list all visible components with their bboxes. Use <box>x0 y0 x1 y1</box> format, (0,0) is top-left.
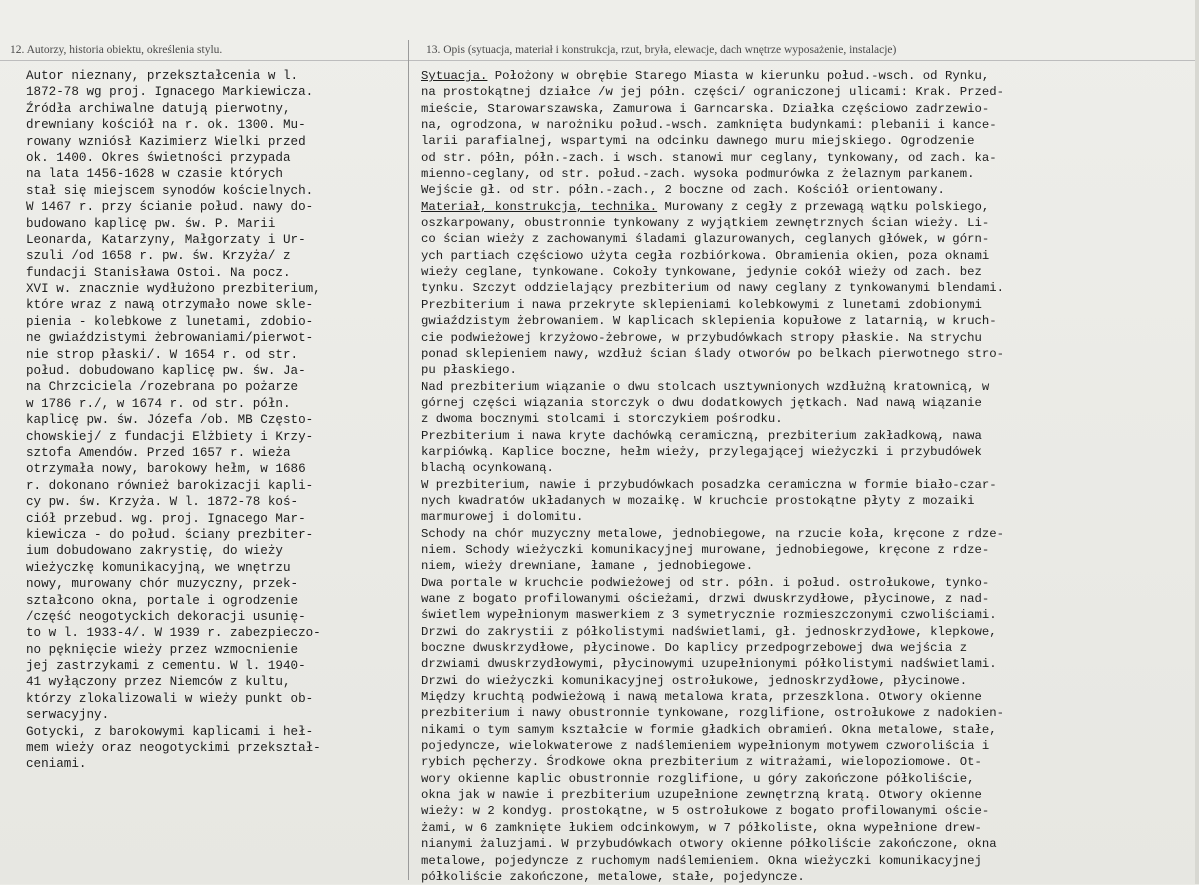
text-line: na Chrzciciela /rozebrana po pożarze <box>26 380 299 395</box>
text-line <box>421 133 1197 149</box>
text-line <box>421 689 1197 705</box>
line-text: Drzwi do zakrystii z półkolistymi nadświetlami, gł. jednoskrzydłowe, klepkowe, <box>421 624 997 639</box>
text-line: kaplicę pw. św. Józefa /ob. MB Często- <box>26 413 314 428</box>
line-text: co ścian wieży z zachowanymi śladami glazurowanych, ceglanych główek, w górn- <box>421 232 990 247</box>
text-line <box>421 558 1197 574</box>
line-text: górnej części wiązania storczyk o dwu dodatkowych jętkach. Nad nawą wiązanie <box>421 395 982 410</box>
line-text: żami, w 6 zamknięte łukiem odcinkowym, w 7 półkoliste, okna wypełnione drew- <box>421 820 982 835</box>
text-line: ium dobudowano zakrystię, do wieży <box>26 544 283 559</box>
text-line: 41 wyłączony przez Niemców z kultu, <box>26 675 291 690</box>
text-line: r. dokonano również barokizacji kapli- <box>26 478 314 493</box>
text-line <box>421 705 1197 721</box>
line-text: Wejście gł. od str. półn.-zach., 2 boczne od zach. Kościół orientowany. <box>421 183 945 198</box>
text-line: otrzymała nowy, barokowy hełm, w 1686 <box>26 462 306 477</box>
line-text: wieży ceglane, tynkowane. Cokoły tynkowane, jedynie cokół wieży od zach. bez <box>421 265 982 280</box>
text-line <box>421 411 1197 427</box>
text-line <box>421 313 1197 329</box>
text-line: pienia - kolebkowe z lunetami, zdobio- <box>26 314 314 329</box>
text-line: nie strop płaski/. W 1654 r. od str. <box>26 347 299 362</box>
text-line <box>421 460 1197 476</box>
text-line <box>421 624 1197 640</box>
text-line <box>421 673 1197 689</box>
section-heading: Materiał, konstrukcja, technika. <box>421 199 658 214</box>
line-text: wory okienne kaplic obustronnie rozglifione, u góry zakończone półkoliście, <box>421 771 975 786</box>
description-column <box>421 68 1197 885</box>
text-line: mem wieży oraz neogotyckimi przekształ- <box>26 741 321 756</box>
text-line: serwacyjny. <box>26 708 110 723</box>
text-line: sztofa Amendów. Przed 1657 r. wieża <box>26 445 291 460</box>
text-line <box>421 362 1197 378</box>
section-12-header: 12. Autorzy, historia obiektu, określenia stylu. <box>10 44 223 56</box>
line-text: niem, wieży drewniane, łamane , jednobiegowe. <box>421 559 754 574</box>
text-line: budowano kaplicę pw. św. P. Marii <box>26 216 276 231</box>
text-line: szuli /od 1658 r. pw. św. Krzyża/ z <box>26 249 291 264</box>
text-line: ceniami. <box>26 757 87 772</box>
text-line <box>421 330 1197 346</box>
text-line <box>421 215 1197 231</box>
page-edge <box>1195 0 1199 884</box>
line-text: rybich pęcherzy. Środkowe okna prezbiterium z witrażami, wielopoziomowe. Ot- <box>421 755 982 770</box>
line-text: nianymi żaluzjami. W przybudówkach otwory okienne półkoliście zakończone, okna <box>421 837 997 852</box>
text-line <box>421 182 1197 198</box>
text-line: W 1467 r. przy ścianie połud. nawy do- <box>26 200 314 215</box>
line-text: na, ogrodzona, w narożniku połud.-wsch. zamknięta budynkami: plebanii i kance- <box>421 118 997 133</box>
text-line: stał się miejscem synodów kościelnych. <box>26 183 314 198</box>
line-text: Położony w obrębie Starego Miasta w kierunku połud.-wsch. od Rynku, <box>487 69 990 83</box>
line-text: Murowany z cegły z przewagą wątku polskiego, <box>657 199 990 214</box>
text-line <box>421 231 1197 247</box>
line-text: larii parafialnej, wspartymi na odcinku dawnego muru miejskiego. Ogrodzenie <box>421 134 975 149</box>
text-line <box>421 264 1197 280</box>
line-text: nych kwadratów układanych w mozaikę. W kruchcie prostokątne płyty z mozaiki <box>421 493 975 508</box>
text-line: no pęknięcie wieży przez wzmocnienie <box>26 642 299 657</box>
text-line <box>421 803 1197 819</box>
text-line: /część neogotyckich dekoracji usunię- <box>26 609 306 624</box>
line-text: ponad sklepieniem nawy, wzdłuż ścian ślady otworów po belkach pierwotnego stro- <box>421 346 1004 361</box>
text-line <box>421 477 1197 493</box>
line-text: Prezbiterium i nawa kryte dachówką ceramiczną, prezbiterium zakładkową, nawa <box>421 428 982 443</box>
line-text: Dwa portale w kruchcie podwieżowej od str. półn. i połud. ostrołukowe, tynko- <box>421 575 990 590</box>
section-heading: Sytuacja. <box>421 69 488 83</box>
line-text: drzwiami dwuskrzydłowymi, płycinowymi uzupełnionymi półkolistymi nadświetlami. <box>421 657 997 672</box>
line-text: od str. półn, półn.-zach. i wsch. stanowi mur ceglany, tynkowany, od zach. ka- <box>421 150 997 165</box>
text-line: które wraz z nawą otrzymało nowe skle- <box>26 298 314 313</box>
text-line <box>421 607 1197 623</box>
line-text: Między kruchtą podwieżową i nawą metalowa krata, przeszklona. Otwory okienne <box>421 690 982 705</box>
text-line <box>421 444 1197 460</box>
line-text: boczne dwuskrzydłowe, płycinowe. Do kaplicy przedpogrzebowej dwa wejścia z <box>421 641 968 656</box>
line-text: tynku. Szczyt oddzielający prezbiterium od nawy ceglany z tynkowanymi blendami. <box>421 281 1004 296</box>
line-text: marmurowej i dolomitu. <box>421 510 584 525</box>
text-line <box>421 428 1197 444</box>
text-line <box>421 836 1197 852</box>
text-line: kiewicza - do połud. ściany prezbiter- <box>26 527 314 542</box>
text-line: ok. 1400. Okres świetności przypada <box>26 150 291 165</box>
text-line <box>421 379 1197 395</box>
text-line <box>421 117 1197 133</box>
authors-history-column <box>26 68 406 773</box>
line-text: karpiówką. Kaplice boczne, hełm wieży, przylegającej wieżyczki i przybudówek <box>421 444 982 459</box>
line-text: mieście, Starowarszawska, Zamurowa i Garncarska. Działka częściowo zadrzewio- <box>421 101 990 116</box>
text-line <box>421 656 1197 672</box>
section-13-header: 13. Opis (sytuacja, materiał i konstrukcja, rzut, bryła, elewacje, dach wnętrze wyposażenie, instalacje) <box>426 44 897 56</box>
text-line: wieżyczkę komunikacyjną, we wnętrzu <box>26 560 291 575</box>
text-line: ne gwiaździstymi żebrowaniami/pierwot- <box>26 331 314 346</box>
column-divider <box>408 40 409 880</box>
line-text: wieży: w 2 kondyg. prostokątne, w 5 ostrołukowe z bogato profilowanymi oście- <box>421 804 990 819</box>
line-text: wane z bogato profilowanymi ościeżami, drzwi dwuskrzydłowe, płycinowe, z nad- <box>421 592 990 606</box>
text-line: Gotycki, z barokowymi kaplicami i heł- <box>26 724 314 739</box>
text-line: to w l. 1933-4/. W 1939 r. zabezpieczo- <box>26 626 321 641</box>
line-text: Prezbiterium i nawa przekryte sklepieniami kolebkowymi z lunetami zdobionymi <box>421 297 982 312</box>
line-text: okna jak w nawie i prezbiterium uzupełnione zewnętrzną kratą. Otwory okienne <box>421 788 982 803</box>
text-line: Źródła archiwalne datują pierwotny, <box>26 101 291 116</box>
line-text: ych partiach częściowo użyta cegła rozbiórkowa. Obramienia okien, poza oknami <box>421 248 990 263</box>
text-line <box>421 493 1197 509</box>
line-text: Nad prezbiterium wiązanie o dwu stolcach usztywnionych wzdłużną kratownicą, w <box>421 379 990 394</box>
text-line <box>421 346 1197 362</box>
text-line <box>421 248 1197 264</box>
line-text: W prezbiterium, nawie i przybudówkach posadzka ceramiczna w formie biało-czar- <box>421 477 997 492</box>
text-line: Leonarda, Katarzyny, Małgorzaty i Ur- <box>26 232 306 247</box>
text-line: rowany wzniósł Kazimierz Wielki przed <box>26 134 306 149</box>
text-line: ciół przebud. wg. proj. Ignacego Mar- <box>26 511 306 526</box>
text-line: XVI w. znacznie wydłużono prezbiterium, <box>26 282 321 297</box>
text-line: cy pw. św. Krzyża. W l. 1872-78 koś- <box>26 495 299 510</box>
text-line: drewniany kościół na r. ok. 1300. Mu- <box>26 118 306 133</box>
text-line: ształcono okna, portale i ogrodzenie <box>26 593 299 608</box>
line-text: pu płaskiego. <box>421 363 517 378</box>
text-line <box>421 640 1197 656</box>
line-text: półkoliście zakończone, metalowe, stałe, pojedyncze. <box>421 869 805 884</box>
text-line <box>421 297 1197 313</box>
line-text: Drzwi do wieżyczki komunikacyjnej ostrołukowe, jednoskrzydłowe, płycinowe. <box>421 673 968 688</box>
text-line <box>421 820 1197 836</box>
text-line <box>421 722 1197 738</box>
text-line <box>421 101 1197 117</box>
text-line: 1872-78 wg proj. Ignacego Markiewicza. <box>26 85 314 100</box>
text-line: połud. dobudowano kaplicę pw. św. Ja- <box>26 364 306 379</box>
line-text: niem. Schody wieżyczki komunikacyjnej murowane, jednobiegowe, kręcone z rdze- <box>421 542 990 557</box>
text-line <box>421 853 1197 869</box>
text-line: na lata 1456-1628 w czasie których <box>26 167 283 182</box>
text-line: Autor nieznany, przekształcenia w l. <box>26 69 299 83</box>
line-text: Schody na chór muzyczny metalowe, jednobiegowe, na rzucie koła, kręcone z rdze- <box>421 526 1004 541</box>
text-line <box>421 591 1197 607</box>
text-line <box>421 199 1197 215</box>
text-line <box>421 542 1197 558</box>
line-text: oszkarpowany, obustronnie tynkowany z wyjątkiem zewnętrznych ścian wieży. Li- <box>421 216 990 231</box>
text-line <box>421 738 1197 754</box>
line-text: świetlem wypełnionym maswerkiem z 3 symetrycznie rozmieszczonymi czwoliściami. <box>421 608 997 623</box>
text-line: w 1786 r./, w 1674 r. od str. półn. <box>26 396 291 411</box>
text-line <box>421 68 1197 84</box>
line-text: nikami o tym samym kształcie w formie gładkich obramień. Okna metalowe, stałe, <box>421 722 997 737</box>
text-line <box>421 575 1197 591</box>
line-text: prezbiterium i nawy obustronnie tynkowane, rozglifione, ostrołukowe z nadokien- <box>421 706 1004 721</box>
header-divider <box>0 60 1199 61</box>
line-text: gwiaździstym żebrowaniem. W kaplicach sklepienia kopułowe z latarnią, w kruch- <box>421 314 997 329</box>
text-line <box>421 869 1197 885</box>
line-text: metalowe, pojedyncze z ruchomym nadślemieniem. Okna wieżyczki komunikacyjnej <box>421 853 982 868</box>
line-text: blachą ocynkowaną. <box>421 461 554 476</box>
text-line <box>421 395 1197 411</box>
text-line <box>421 771 1197 787</box>
line-text: mienno-ceglany, od str. połud.-zach. wysoka podmurówka z żelaznym parkanem. <box>421 167 975 182</box>
text-line <box>421 787 1197 803</box>
line-text: z dwoma bocznymi stolcami i storczykiem pośrodku. <box>421 412 783 427</box>
text-line: chowskiej/ z fundacji Elżbiety i Krzy- <box>26 429 314 444</box>
text-line <box>421 166 1197 182</box>
text-line: fundacji Stanisława Ostoi. Na pocz. <box>26 265 291 280</box>
text-line <box>421 509 1197 525</box>
text-line: jej zastrzykami z cementu. W l. 1940- <box>26 659 306 674</box>
text-line <box>421 150 1197 166</box>
text-line: nowy, murowany chór muzyczny, przek- <box>26 577 299 592</box>
line-text: pojedyncze, wielokwaterowe z nadślemieniem wypełnionym motywem czworoliścia i <box>421 739 990 754</box>
line-text: cie podwieżowej krzyżowo-żebrowe, w przybudówkach stropy płaskie. Na strychu <box>421 330 982 345</box>
text-line <box>421 84 1197 100</box>
text-line <box>421 526 1197 542</box>
line-text: na prostokątnej działce /w jej półn. części/ ograniczonej ulicami: Krak. Przed- <box>421 85 1004 100</box>
text-line <box>421 280 1197 296</box>
text-line: którzy zlokalizowali w wieży punkt ob- <box>26 691 314 706</box>
text-line <box>421 754 1197 770</box>
